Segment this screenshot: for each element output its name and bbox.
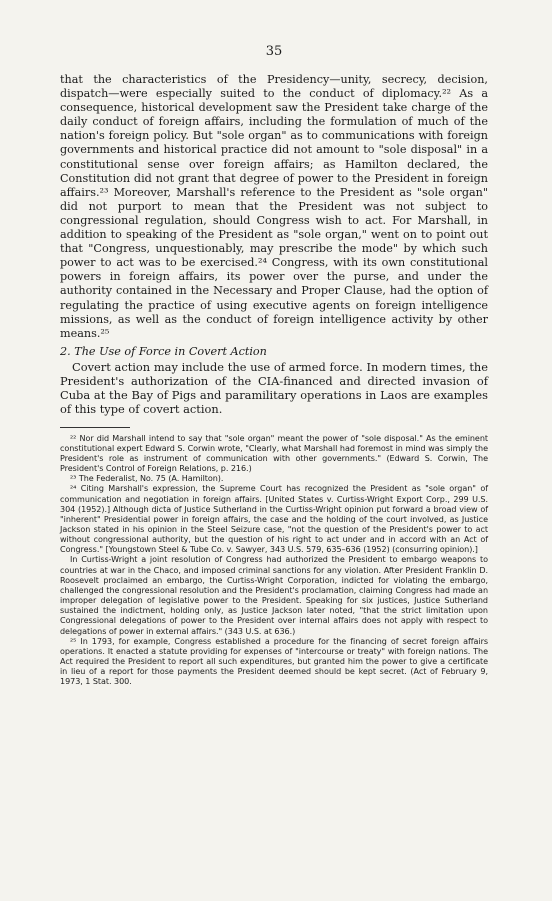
footnote-22: ²² Nor did Marshall intend to say that "sole organ" meant the power of "sole disposal." As the eminent constitutional expert Edward S. Corwin wrote, "Clearly, what Marshall had foremost in mind was simply the President's role as instrument of communication with other governments." (Edward S. Corwin, The President's Control of Foreign Relations, p. 216.)	[60, 433, 488, 474]
page-number: 35	[265, 44, 283, 59]
footnotes	[60, 434, 488, 688]
footnote-divider	[60, 427, 130, 428]
footnote-25: ²⁵ In 1793, for example, Congress established a procedure for the financing of secret foreign affairs operations. It enacted a statute providing for expenses of "intercourse or treaty" with foreign nations. The Act required the President to report all such expenditures, but granted him the power to give a certificate in lieu of a report for those payments the President deemed should be kept secret. (Act of February 9, 1973, 1 Stat. 300.	[60, 636, 488, 687]
footnote-24-continued: In Curtiss-Wright a joint resolution of Congress had authorized the President to embargo weapons to countries at war in the Chaco, and imposed criminal sanctions for any violation. After President Franklin D. Roosevelt proclaimed an embargo, the Curtiss-Wright Corporation, indicted for violating the embargo, challenged the congressional resolution and the President's proclamation, claiming Congress had made an improper delegation of legislative power to the President. Speaking for six justices, Justice Sutherland sustained the indictment, holding only, as Justice Jackson later noted, "that the strict limitation upon Congressional delegations of power to the President over internal affairs does not apply with respect to delegations of power in external affairs." (343 U.S. at 636.)	[60, 555, 488, 636]
section-paragraph: Covert action may include the use of armed force. In modern times, the President's authorization of the CIA-financed and directed invasion of Cuba at the Bay of Pigs and paramilitary operations in Laos are examples of this type of covert action.	[60, 359, 488, 417]
footnote-23: ²³ The Federalist, No. 75 (A. Hamilton).	[70, 474, 224, 484]
body-paragraph: that the characteristics of the Presidency—unity, secrecy, decision, dispatch—were especially suited to the conduct of diplomacy.²² As a consequence, historical development saw the President take charge of the daily conduct of foreign affairs, including the formulation of much of the nation's foreign policy. But "sole organ" as to communications with foreign governments and historical practice did not amount to "sole disposal" in a constitutional sense over foreign affairs; as Hamilton declared, the Constitution did not grant that degree of power to the President in foreign affairs.²³ Moreover, Marshall's reference to the President as "sole organ" did not purport to mean that the President was not subject to congressional regulation, should Congress wish to act. For Marshall, in addition to speaking of the President as "sole organ," went on to point out that "Congress, unquestionably, may prescribe the mode" by which such power to act was to be exercised.²⁴ Congress, with its own constitutional powers in foreign affairs, its power over the purse, and under the authority contained in the Necessary and Proper Clause, had the option of regulating the practice of using executive agents on foreign intelligence missions, as well as the conduct of foreign intelligence activity by other means.²⁵	[60, 73, 488, 340]
main-text	[60, 73, 488, 417]
footnote-24: ²⁴ Citing Marshall's expression, the Supreme Court has recognized the President as "sole organ" of communication and negotiation in foreign affairs. [United States v. Curtiss-Wright Export Corp., 299 U.S. 304 (1952).] Although dicta of Justice Sutherland in the Curtiss-Wright opinion put forward a broad view of "inherent" Presidential power in foreign affairs, the case and the holding of the court involved, as Justice Jackson stated in his opinion in the Steel Seizure case, "not the question of the President's power to act without congressional authority, but the question of his right to act under and in accord with an Act of Congress." [Youngstown Steel & Tube Co. v. Sawyer, 343 U.S. 579, 635–636 (1952) (consurring opinion).]	[60, 484, 488, 555]
section-heading: 2. The Use of Force in Covert Action	[60, 344, 267, 358]
